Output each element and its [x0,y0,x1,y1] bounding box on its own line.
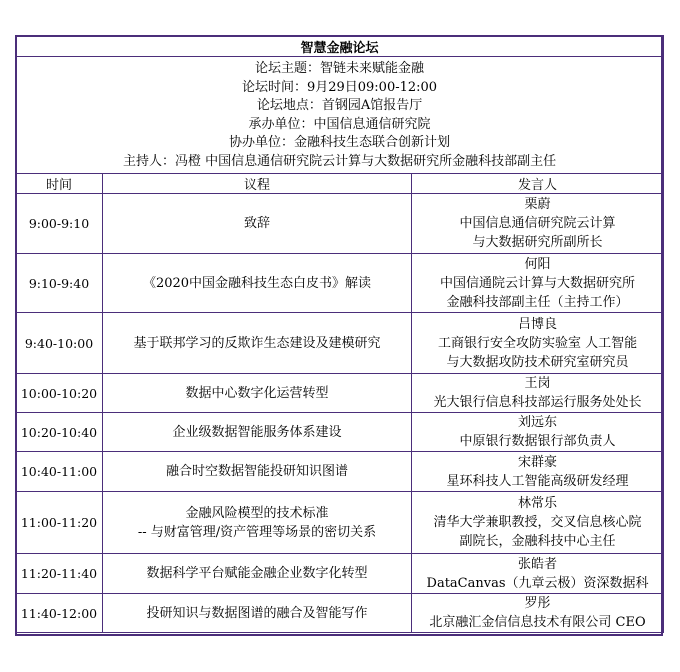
header-agenda: 议程 [103,174,412,194]
info-time: 论坛时间：9月29日09:00-12:00 [241,79,438,95]
speaker-affiliation: 工商银行安全攻防实验室 人工智能 [437,335,638,351]
topic-line: 基于联邦学习的反欺诈生态建设及建模研究 [133,335,381,351]
speaker-name: 王岗 [524,376,551,391]
topic-line: -- 与财富管理/资产管理等场景的密切关系 [137,524,377,540]
time-cell: 11:20-11:40 [16,554,103,594]
speaker-name: 林常乐 [518,496,558,511]
speaker-affiliation: 星环科技人工智能高级研发经理 [446,473,629,489]
topic-line: 数据科学平台赋能金融企业数字化转型 [146,566,368,581]
speaker-affiliation: 金融科技部副主任（主持工作） [446,294,629,310]
speaker-affiliation: 副院长，金融科技中心主任 [459,534,616,549]
time-cell: 9:10-9:40 [16,254,103,313]
time-cell: 11:00-11:20 [16,492,103,554]
topic-line: 企业级数据智能服务体系建设 [172,424,342,440]
speaker-affiliation: 中原银行数据银行部负责人 [459,434,616,449]
speaker-affiliation: 与大数据攻防技术研究室研究员 [446,354,629,370]
topic-line: 融合时空数据智能投研知识图谱 [165,464,348,479]
speaker-affiliation: 北京融汇金信信息技术有限公司 CEO [429,615,646,630]
topic-line: 投研知识与数据图谱的融合及智能写作 [146,605,368,621]
speaker-name: 吕博良 [518,316,558,332]
header-speaker: 发言人 [412,174,664,194]
time-cell: 11:40-12:00 [16,594,103,633]
speaker-name: 何阳 [524,256,551,272]
speaker-affiliation: 与大数据研究所副所长 [472,235,603,250]
topic-line: 《2020中国金融科技生态白皮书》解读 [142,275,372,291]
speaker-affiliation: 光大银行信息科技部运行服务处处长 [433,395,642,410]
info-co-organizer: 协办单位：金融科技生态联合创新计划 [229,135,451,150]
speaker-affiliation: 清华大学兼职教授，交叉信息核心院 [433,515,642,530]
time-cell: 9:40-10:00 [16,313,103,374]
topic-line: 金融风险模型的技术标准 [185,505,329,521]
info-venue: 论坛地点：首钢园A馆报告厅 [256,98,423,113]
info-host: 主持人：冯橙 中国信息通信研究院云计算与大数据研究所金融科技部副主任 [122,153,557,169]
info-organizer: 承办单位：中国信息通信研究院 [248,116,431,132]
speaker-name: 宋群豪 [518,454,558,470]
speaker-name: 栗蔚 [524,197,551,212]
speaker-affiliation: 中国信息通信研究院云计算 [459,216,616,231]
forum-title: 智慧金融论坛 [16,36,664,57]
speaker-affiliation: DataCanvas（九章云极）资深数据科 [426,575,649,591]
outer-frame [15,35,663,636]
speaker-name: 罗彤 [524,596,551,611]
time-cell: 9:00-9:10 [16,194,103,254]
speaker-name: 张皓者 [518,556,558,572]
header-time: 时间 [16,174,103,194]
time-cell: 10:20-10:40 [16,413,103,452]
time-cell: 10:40-11:00 [16,452,103,492]
topic-line: 数据中心数字化运营转型 [185,385,329,401]
speaker-name: 刘远东 [518,415,558,430]
topic-line: 致辞 [243,216,270,231]
info-theme: 论坛主题：智链未来赋能金融 [255,61,425,76]
time-cell: 10:00-10:20 [16,374,103,413]
speaker-affiliation: 中国信通院云计算与大数据研究所 [440,275,636,291]
